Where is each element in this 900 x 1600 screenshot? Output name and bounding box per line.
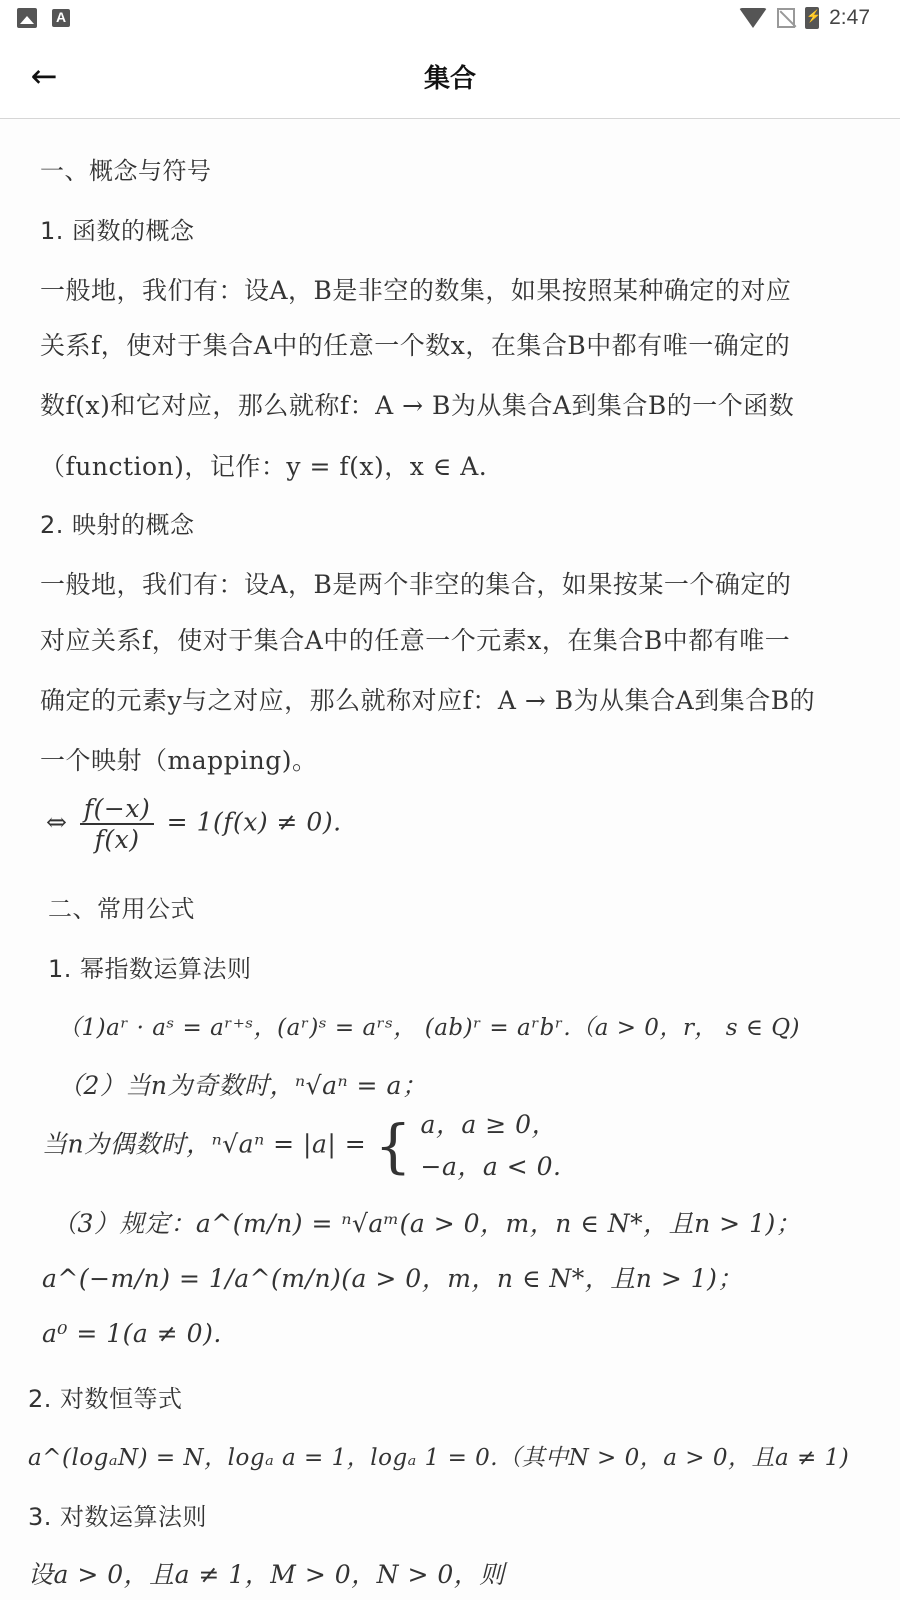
paragraph-line: 设a > 0，且a ≠ 1，M > 0，N > 0，则 bbox=[28, 1560, 505, 1589]
formula-text: 当n为偶数时，ⁿ√aⁿ = |a| = bbox=[42, 1129, 367, 1159]
app-notification-icon: A bbox=[52, 9, 70, 27]
paragraph-line: 关系f，使对于集合A中的任意一个数x，在集合B中都有唯一确定的 bbox=[40, 331, 791, 360]
subheading: 2. 映射的概念 bbox=[40, 511, 195, 539]
battery-charging-icon bbox=[805, 7, 819, 29]
status-right bbox=[739, 4, 870, 32]
formula-log-identity: a^(logₐN) = N，logₐ a = 1，logₐ 1 = 0.（其中N > 0，a > 0，且a ≠ 1) bbox=[28, 1445, 850, 1471]
page-title: 集合 bbox=[423, 64, 476, 94]
subheading: 1. 幂指数运算法则 bbox=[48, 955, 252, 983]
wifi-icon bbox=[739, 8, 767, 28]
formula-even-root bbox=[42, 1104, 561, 1188]
fraction bbox=[80, 794, 154, 854]
section-heading: 二、常用公式 bbox=[48, 895, 195, 923]
paragraph-line: 一般地，我们有：设A，B是两个非空的集合，如果按某一个确定的 bbox=[40, 570, 792, 599]
formula-even-check bbox=[46, 794, 342, 854]
subheading: 1. 函数的概念 bbox=[40, 217, 195, 245]
back-arrow-icon[interactable]: ← bbox=[30, 57, 58, 95]
fraction-denominator: f(x) bbox=[94, 825, 140, 854]
paragraph-line: （function)，记作：y = f(x)，x ∈ A. bbox=[40, 452, 488, 481]
paragraph-line: 对应关系f，使对于集合A中的任意一个元素x，在集合B中都有唯一 bbox=[40, 626, 791, 655]
image-notification-icon bbox=[17, 8, 37, 28]
article-content bbox=[0, 119, 900, 1600]
app-bar bbox=[0, 36, 900, 119]
subheading: 2. 对数恒等式 bbox=[28, 1385, 183, 1413]
formula-fractional-exponent: （3）规定：a^(m/n) = ⁿ√aᵐ(a > 0，m，n ∈ N*，且n > 1)； bbox=[52, 1209, 802, 1238]
no-sim-icon bbox=[777, 8, 795, 28]
paragraph-line: 确定的元素y与之对应，那么就称对应f：A → B为从集合A到集合B的 bbox=[40, 686, 816, 715]
formula-zero-exponent: a⁰ = 1(a ≠ 0). bbox=[42, 1319, 222, 1348]
cases bbox=[421, 1104, 562, 1188]
section-heading: 一、概念与符号 bbox=[40, 157, 212, 185]
status-bar bbox=[0, 0, 900, 36]
paragraph-line: 一般地，我们有：设A，B是非空的数集，如果按照某种确定的对应 bbox=[40, 276, 792, 305]
clock: 2:47 bbox=[829, 6, 870, 29]
paragraph-line: 数f(x)和它对应，那么就称f：A → B为从集合A到集合B的一个函数 bbox=[40, 391, 795, 420]
brace: { bbox=[374, 1112, 413, 1180]
formula-power-rules: （1)aʳ · aˢ = aʳ⁺ˢ，(aʳ)ˢ = aʳˢ， (ab)ʳ = aʳbʳ.（a > 0，r， s ∈ Q) bbox=[58, 1015, 801, 1041]
fraction-numerator: f(−x) bbox=[80, 794, 154, 825]
paragraph-line: 一个映射（mapping)。 bbox=[40, 746, 318, 775]
subheading: 3. 对数运算法则 bbox=[28, 1503, 208, 1531]
equivalence-symbol: ⇔ bbox=[46, 807, 68, 837]
formula-negative-exponent: a^(−m/n) = 1/a^(m/n)(a > 0，m，n ∈ N*，且n > 1)； bbox=[42, 1264, 743, 1293]
formula-rest: = 1(f(x) ≠ 0). bbox=[166, 807, 342, 837]
case-line: −a，a < 0. bbox=[420, 1152, 562, 1181]
case-line: a，a ≥ 0， bbox=[420, 1110, 558, 1139]
formula-odd-root: （2）当n为奇数时，ⁿ√aⁿ = a； bbox=[58, 1071, 428, 1100]
